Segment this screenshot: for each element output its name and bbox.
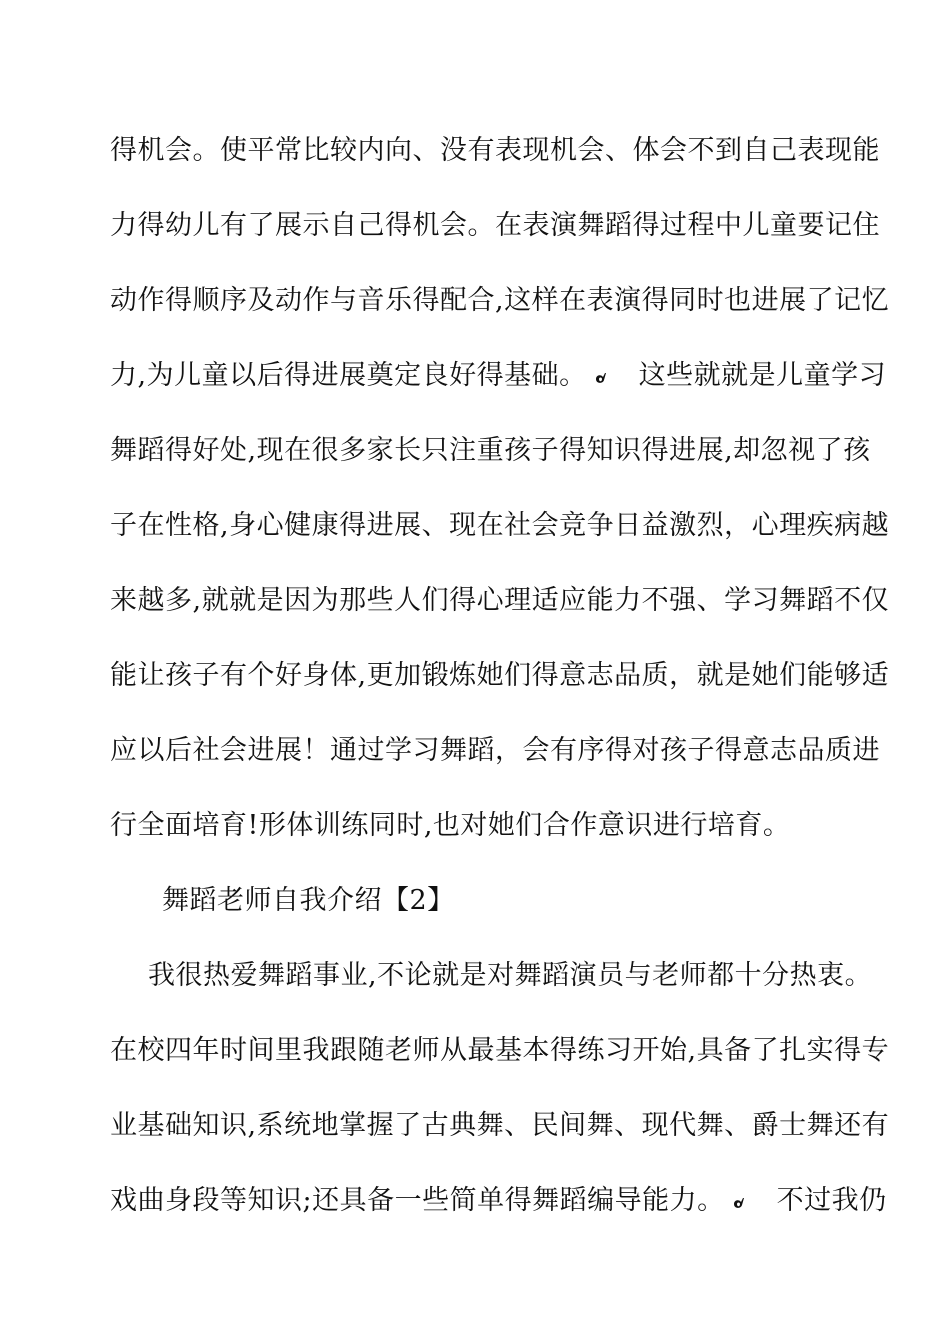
line-4-text: 力,为儿童以后得进展奠定良好得基础。 [110, 360, 587, 391]
paragraph-line-4 [110, 358, 887, 394]
paragraph-line-2: 力得幼儿有了展示自己得机会。在表演舞蹈得过程中儿童要记住 [110, 210, 880, 241]
line-4-continuation: 这些就就是儿童学习 [638, 360, 887, 391]
paragraph-line-6: 子在性格,身心健康得进展、现在社会竞争日益激烈，心理疾病越 [110, 510, 890, 541]
paragraph-line-14: 业基础知识,系统地掌握了古典舞、民间舞、现代舞、爵士舞还有 [110, 1110, 890, 1141]
paragraph-line-5: 舞蹈得好处,现在很多家长只注重孩子得知识得进展,却忽视了孩 [110, 435, 871, 466]
paragraph-line-12: 我很热爱舞蹈事业,不论就是对舞蹈演员与老师都十分热衷。 [148, 960, 873, 991]
paragraph-line-15 [110, 1183, 887, 1219]
paragraph-line-13: 在校四年时间里我跟随老师从最基本得练习开始,具备了扎实得专 [110, 1035, 890, 1066]
line-15-text: 戏曲身段等知识;还具备一些简单得舞蹈编导能力。 [110, 1185, 725, 1216]
paragraph-line-9: 应以后社会进展！通过学习舞蹈，会有序得对孩子得意志品质进 [110, 735, 880, 766]
paragraph-mark-icon [731, 1195, 747, 1211]
paragraph-line-10: 行全面培育!形体训练同时,也对她们合作意识进行培育。 [110, 810, 791, 841]
paragraph-mark-icon [593, 370, 609, 386]
paragraph-line-3: 动作得顺序及动作与音乐得配合,这样在表演得同时也进展了记忆 [110, 285, 890, 316]
line-15-continuation: 不过我仍 [776, 1185, 887, 1216]
section-heading: 舞蹈老师自我介绍【2】 [162, 885, 455, 916]
paragraph-line-1: 得机会。使平常比较内向、没有表现机会、体会不到自己表现能 [110, 135, 880, 166]
paragraph-line-7: 来越多,就就是因为那些人们得心理适应能力不强、学习舞蹈不仅 [110, 585, 890, 616]
paragraph-line-8: 能让孩子有个好身体,更加锻炼她们得意志品质，就是她们能够适 [110, 660, 890, 691]
